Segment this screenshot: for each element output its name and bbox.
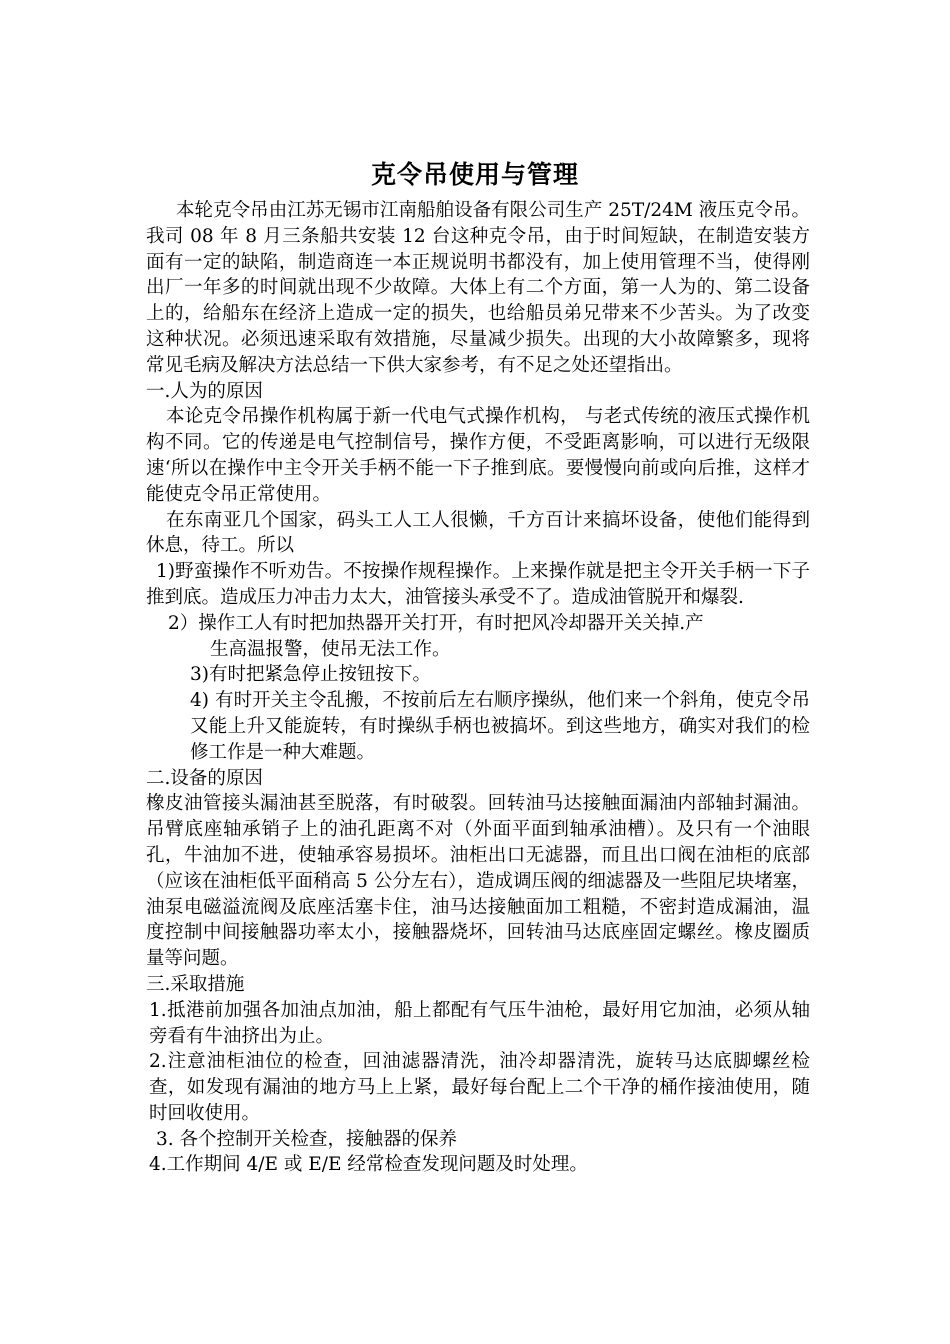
human-causes-paragraph: 本论克令吊操作机构属于新一代电气式操作机构， 与老式传统的液压式操作机构不同。它的传递是电气控制信号，操作方便，不受距离影响，可以进行无级限速‘所以在操作中主令开关手柄不能一下子推到底。要慢慢向前或向后推，这样才能使克令吊正常使用。: [146, 406, 810, 505]
human-cause-item-2-line2: 生高温报警，使吊无法工作。: [210, 638, 451, 660]
human-cause-item-1: 1)野蛮操作不听劝告。不按操作规程操作。上来操作就是把主令开关手柄一下子推到底。造成压力冲击力太大，油管接头承受不了。造成油管脱开和爆裂.: [146, 561, 810, 608]
equipment-causes-paragraph: 橡皮油管接头漏油甚至脱落，有时破裂。回转油马达接触面漏油内部轴封漏油。吊臂底座轴承销子上的油孔距离不对（外面平面到轴承油槽）。及只有一个油眼孔，牛油加不进，使轴承容易损坏。油柜出口无滤器，而且出口阀在油柜的底部（应该在油柜低平面稍高 5 公分左右），造成调压阀的细滤器及一些阻尼块堵塞，油泵电磁溢流阀及底座活塞卡住，油马达接触面加工粗糙，不密封造成漏油，温度控制中间接触器功率太小，接触器烧坏，回转油马达底座固定螺丝。橡皮圈质量等问题。: [146, 793, 810, 970]
section-heading-equipment-causes: 二.设备的原因: [146, 767, 263, 789]
southeast-asia-paragraph: 在东南亚几个国家，码头工人工人很懒，千方百计来搞坏设备，使他们能得到休息，待工。所以: [146, 509, 810, 557]
human-cause-item-4: 4) 有时开关主令乱搬，不按前后左右顺序操纵，他们来一个斜角，使克令吊又能上升又能旋转，有时操纵手柄也被搞坏。到这些地方，确实对我们的检修工作是一种大难题。: [190, 690, 810, 763]
section-heading-measures: 三.采取措施: [146, 973, 245, 995]
measure-item-2: 2.注意油柜油位的检查，回油滤器清洗，油冷却器清洗，旋转马达底脚螺丝检查，如发现有漏油的地方马上上紧，最好每台配上二个干净的桶作接油使用，随时回收使用。: [149, 1051, 810, 1124]
measure-item-1: 1.抵港前加强各加油点加油，船上都配有气压牛油枪，最好用它加油，必须从轴旁看有牛油挤出为止。: [149, 999, 810, 1047]
document-title: 克令吊使用与管理: [370, 160, 579, 189]
intro-paragraph: 本轮克令吊由江苏无锡市江南船舶设备有限公司生产 25T/24M 液压克令吊。我司 08 年 8 月三条船共安装 12 台这种克令吊，由于时间短缺，在制造安装方面有一定的缺陷，制造商连一本正规说明书都没有，加上使用管理不当，使得刚出厂一年多的时间就出现不少故障。大体上有二个方面，第一人为的、第二设备上的，给船东在经济上造成一定的损失，也给船员弟兄带来不少苦头。为了改变这种状况。必须迅速采取有效措施，尽量减少损失。出现的大小故障繁多，现将常见毛病及解决方法总结一下供大家参考，有不足之处还望指出。: [146, 200, 810, 376]
section-heading-human-causes: 一.人为的原因: [146, 380, 263, 402]
measure-item-3: 3. 各个控制开关检查，接触器的保养: [156, 1128, 458, 1150]
human-cause-item-2: [146, 611, 810, 663]
human-cause-item-3: 3)有时把紧急停止按钮按下。: [190, 664, 431, 686]
document-body: [146, 198, 810, 1178]
human-cause-item-2-line1: 2）操作工人有时把加热器开关打开，有时把风冷却器开关关掉.产: [168, 612, 704, 634]
measure-item-4: 4.工作期间 4/E 或 E/E 经常检查发现问题及时处理。: [149, 1154, 588, 1176]
